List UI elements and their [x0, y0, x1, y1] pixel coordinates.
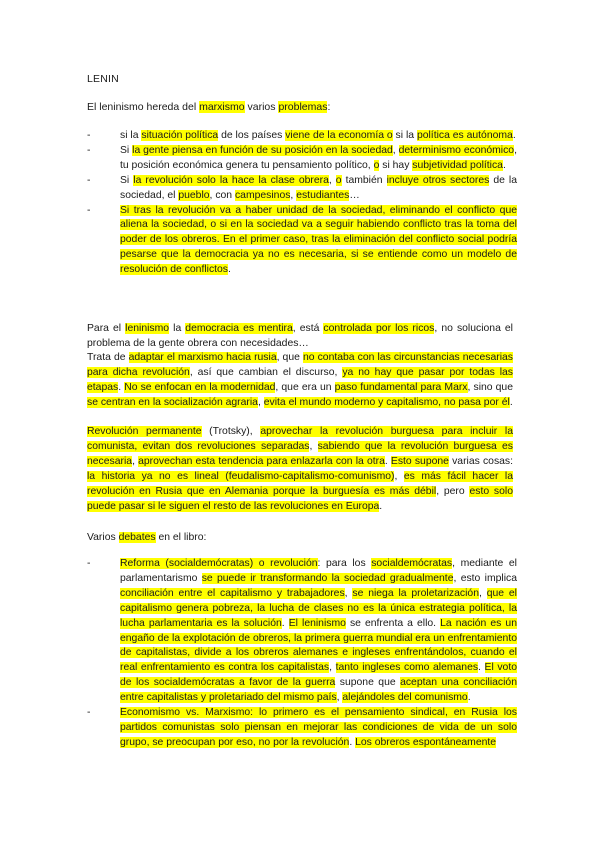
highlighted-text: estudiantes — [296, 189, 350, 201]
highlighted-text: aprovechan esta tendencia para enlazarla con la otra — [138, 455, 385, 467]
highlighted-text: incluye otros sectores — [386, 174, 490, 186]
text-run: , esto implica — [453, 572, 517, 584]
text-run: . — [512, 130, 516, 141]
text-run: en el libro: — [155, 532, 207, 543]
highlighted-text: socialdemócratas — [371, 558, 453, 569]
highlighted-text: Los obreros espontáneamente — [355, 736, 497, 748]
text-run: varias cosas: — [448, 455, 513, 467]
document-title: LENIN — [87, 73, 119, 85]
problems-list — [87, 129, 517, 278]
text-run: , está — [292, 323, 324, 334]
list-item — [87, 129, 517, 144]
highlighted-text: la revolución solo la hace la clase obrera — [133, 174, 329, 186]
highlighted-text: se puede ir transformando la sociedad gradualmente — [201, 572, 454, 584]
text-run: , no soluciona el problema de la gente obrera con necesidades… — [87, 323, 513, 349]
text-run: . — [478, 662, 485, 674]
list-item — [87, 144, 517, 174]
highlighted-text: Economismo vs. Marxismo: lo primero es el pensamiento sindical, en Rusia los partidos comunistas solo piensan en mejorar las condiciones de vida de un solo grupo, se preocupan por eso, no por la revolución — [120, 707, 517, 748]
highlighted-text: la historia ya no es lineal (feudalismo-capitalismo-comunismo) — [87, 470, 395, 482]
text-run: si la — [392, 130, 417, 141]
highlighted-text: controlada por los ricos — [323, 323, 435, 334]
highlighted-text: adaptar el marxismo hacia rusia — [128, 352, 277, 363]
highlighted-text: aprovechar la revolución burguesa para incluir la comunista, evitan dos revoluciones separadas — [87, 426, 513, 452]
highlighted-text: situación política — [141, 130, 219, 141]
text-run: , — [132, 455, 139, 467]
text-run: El leninismo hereda del — [87, 101, 200, 113]
text-run: supone que — [335, 677, 401, 689]
paragraph-permanent-revolution — [87, 425, 513, 514]
dash-bullet: - — [87, 144, 91, 156]
text-run: , — [392, 144, 399, 156]
text-run: , pero — [436, 485, 470, 497]
highlighted-text: no contaba con las circunstancias necesarias para dicha revolución — [87, 352, 513, 378]
highlighted-text: La nación es un engaño de la explotación de obreros, la primera guerra mundial era un enfrentamiento de capitalistas, divide a los obreros alemanes e ingleses enfrentándolos, cuando el real enfrentamiento es contra los capitalistas — [120, 617, 517, 674]
highlighted-text: problemas — [278, 101, 328, 113]
text-run: Si — [120, 144, 133, 156]
text-run: . — [379, 500, 383, 512]
text-run: , tu posición económica genera tu pensamiento político, — [120, 144, 517, 171]
highlighted-text: la gente piensa en función de su posición en la sociedad — [132, 144, 393, 156]
text-run: … — [349, 189, 360, 201]
debates-heading — [87, 532, 206, 543]
highlighted-text: democracia es mentira — [185, 323, 293, 334]
text-run: , — [344, 587, 353, 599]
text-run: también — [341, 174, 387, 186]
highlighted-text: leninismo — [125, 323, 170, 334]
dash-bullet: - — [87, 204, 91, 216]
text-run: si la — [120, 130, 142, 141]
dash-bullet: - — [87, 174, 91, 186]
text-run: de los países — [218, 130, 286, 141]
text-run: : — [327, 101, 331, 113]
text-run: (Trotsky), — [201, 426, 261, 437]
intro-line — [87, 101, 330, 113]
highlighted-text: alejándoles del comunismo — [342, 692, 468, 704]
text-run: de la sociedad, el — [120, 174, 517, 201]
text-run: . — [509, 396, 513, 408]
highlighted-text: paso fundamental para Marx — [334, 381, 468, 393]
highlighted-text: Si tras la revolución va a haber unidad de la sociedad, eliminando el conflicto que aliena la sociedad, o si en la sociedad va a seguir habiendo conflicto tras la toma del poder de los obreros. En el primer caso, tras la eliminación del conflicto social podría pesarse que la democracia ya no es necesaria, si se entiende como un modelo de resolución de conflictos — [120, 204, 517, 276]
highlighted-text: El voto de los socialdemócratas a favor de la guerra — [120, 662, 517, 689]
highlighted-text: viene de la economía o — [285, 130, 393, 141]
text-run: . — [502, 159, 506, 171]
text-run: la — [169, 323, 186, 334]
highlighted-text: o — [335, 174, 342, 186]
highlighted-text: Reforma (socialdemócratas) o revolución — [120, 558, 318, 569]
list-item — [87, 706, 517, 751]
text-run: , — [336, 692, 343, 704]
text-run: Para el — [87, 323, 126, 334]
text-run: . — [349, 736, 356, 748]
text-run: varios — [244, 101, 279, 113]
highlighted-text: se centran en la socialización agraria — [87, 396, 258, 408]
highlighted-text: conciliación entre el capitalismo y trabajadores — [120, 587, 345, 599]
debates-list — [87, 557, 517, 751]
text-run: . — [228, 264, 231, 276]
dash-bullet: - — [87, 558, 91, 569]
text-run: , — [257, 396, 264, 408]
text-run: . — [118, 381, 125, 393]
highlighted-text: es más fácil hacer la revolución en Rusia que en Alemania porque la burguesía es más débil — [87, 470, 513, 497]
text-run: , mediante el parlamentarismo — [120, 558, 517, 584]
text-run: se enfrenta a ello. — [345, 617, 441, 629]
highlighted-text: se niega la proletarización — [352, 587, 479, 599]
text-run: , sino que — [467, 381, 513, 393]
highlighted-text: Esto supone — [390, 455, 449, 467]
highlighted-text: que el capitalismo genera pobreza, la lucha de clases no es la única estrategia política, la lucha parlamentaria es la solución — [120, 587, 517, 629]
text-run: , — [309, 440, 318, 452]
text-run: , — [394, 470, 404, 482]
text-run: , que — [276, 352, 303, 363]
highlighted-text: tanto ingleses como alemanes — [335, 662, 479, 674]
highlighted-text: evita el mundo moderno y capitalismo, no pasa por él — [263, 396, 510, 408]
text-run: Si — [120, 174, 134, 186]
highlighted-text: Revolución permanente — [87, 426, 202, 437]
text-run: , — [329, 662, 336, 674]
text-run: , — [290, 189, 297, 201]
text-run: Trata de — [87, 352, 129, 363]
text-run: . — [384, 455, 391, 467]
text-run: , — [478, 587, 487, 599]
list-item — [87, 204, 517, 279]
list-item — [87, 557, 517, 706]
text-run: , así que cambian el discurso, — [189, 366, 343, 378]
highlighted-text: sabiendo que la revolución burguesa es necesaria — [87, 440, 513, 467]
text-run: , que era un — [275, 381, 335, 393]
highlighted-text: pueblo — [178, 189, 210, 201]
highlighted-text: marxismo — [199, 101, 245, 113]
paragraph-russia-adaptation — [87, 351, 513, 411]
highlighted-text: El leninismo — [288, 617, 346, 629]
highlighted-text: política es autónoma — [416, 130, 513, 141]
text-run: . — [281, 617, 289, 629]
text-run: , con — [209, 189, 235, 201]
text-run: . — [467, 692, 471, 704]
dash-bullet: - — [87, 130, 91, 141]
highlighted-text: debates — [118, 532, 156, 543]
highlighted-text: esto solo puede pasar si le siguen el resto de las revoluciones en Europa — [87, 485, 513, 512]
text-run: si hay — [379, 159, 413, 171]
highlighted-text: campesinos — [234, 189, 291, 201]
text-run: Varios — [87, 532, 119, 543]
text-run: : para los — [317, 558, 372, 569]
highlighted-text: determinismo económico — [398, 144, 515, 156]
highlighted-text: No se enfocan en la modernidad — [124, 381, 276, 393]
text-run: , — [328, 174, 336, 186]
list-item — [87, 174, 517, 204]
highlighted-text: subjetividad política — [412, 159, 503, 171]
highlighted-text: ya no hay que pasar por todas las etapas — [87, 366, 513, 393]
highlighted-text: o — [373, 159, 380, 171]
paragraph-democracy — [87, 322, 513, 352]
dash-bullet: - — [87, 707, 91, 719]
highlighted-text: aceptan una conciliación entre capitalistas y proletariado del mismo país — [120, 677, 517, 704]
